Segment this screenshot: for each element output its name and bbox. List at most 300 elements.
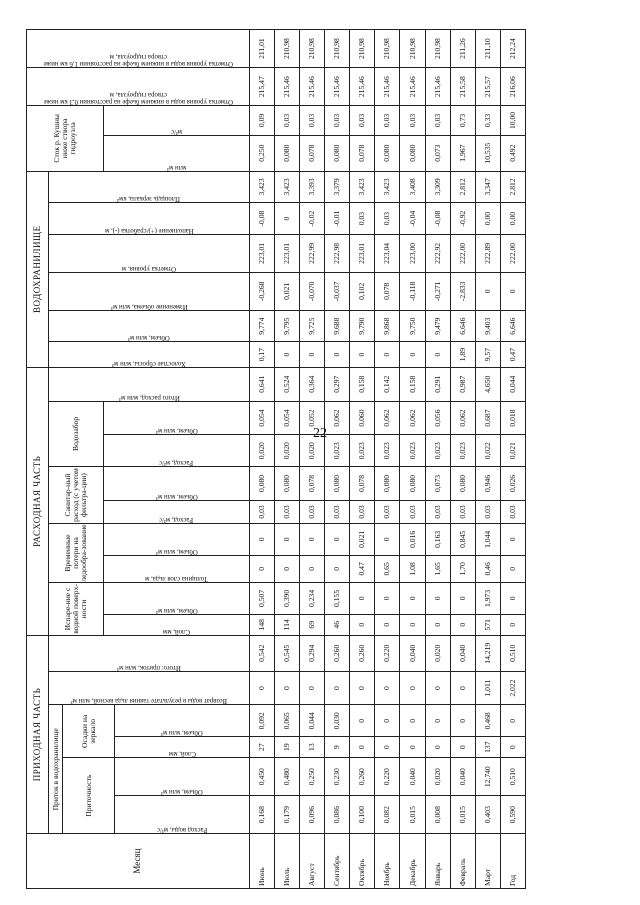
table-cell: 222,00 — [450, 234, 475, 272]
table-cell: 0,073 — [425, 135, 450, 171]
table-cell: 0 — [450, 583, 475, 615]
table-cell: 0 — [400, 671, 425, 705]
table-cell: 0 — [350, 705, 375, 737]
table-cell: 0,220 — [375, 758, 400, 796]
table-cell: 0,016 — [400, 524, 425, 556]
table-cell: 0,021 — [500, 435, 525, 467]
table-row — [300, 30, 325, 889]
level-header: Отметка уровня, м — [122, 264, 176, 272]
table-cell: 1,65 — [425, 555, 450, 582]
table-cell: 0,641 — [250, 367, 275, 401]
table-cell: 0 — [425, 583, 450, 615]
table-cell: 6,646 — [450, 310, 475, 342]
table-cell: 0,065 — [275, 705, 300, 737]
sanitary-volume-header: Объем, млн м³ — [155, 492, 198, 500]
table-cell: 0 — [275, 524, 300, 556]
table-cell: 215,46 — [375, 68, 400, 106]
table-cell: 210,98 — [425, 30, 450, 68]
table-cell: 3,347 — [475, 171, 500, 203]
table-cell: -0,01 — [325, 203, 350, 235]
table-cell: 0,040 — [400, 758, 425, 796]
month-cell: Сентябрь — [325, 834, 350, 889]
table-cell: 0 — [275, 342, 300, 367]
table-cell: 0,040 — [450, 635, 475, 671]
table-cell: 210,98 — [400, 30, 425, 68]
table-cell: 0,230 — [325, 758, 350, 796]
table-cell: 0,03 — [425, 106, 450, 136]
table-cell: 1,011 — [475, 671, 500, 705]
table-cell: 0,250 — [250, 135, 275, 171]
table-cell: 215,46 — [425, 68, 450, 106]
table-cell: 0,524 — [275, 367, 300, 401]
table-cell: 0,078 — [350, 467, 375, 501]
table-cell: -0,08 — [425, 203, 450, 235]
table-cell: 0,080 — [275, 135, 300, 171]
table-cell: 0,080 — [250, 467, 275, 501]
table-cell: -0,271 — [425, 272, 450, 310]
table-cell: 0 — [275, 671, 300, 705]
table-cell: 2,812 — [500, 171, 525, 203]
table-cell: 0 — [425, 705, 450, 737]
table-cell: 1,70 — [450, 555, 475, 582]
table-cell: 0,260 — [350, 758, 375, 796]
table-cell: 1,89 — [450, 342, 475, 367]
table-cell: 0,946 — [475, 467, 500, 501]
table-cell: 0 — [425, 614, 450, 635]
table-cell: 0 — [500, 705, 525, 737]
table-cell: 0,142 — [375, 367, 400, 401]
table-cell: 0,590 — [500, 796, 525, 834]
table-cell: 0,020 — [425, 758, 450, 796]
table-cell: 0,062 — [400, 401, 425, 435]
table-cell: 0 — [375, 583, 400, 615]
table-cell: 0 — [500, 555, 525, 582]
table-cell: 0,00 — [475, 203, 500, 235]
table-cell: 0,507 — [250, 583, 275, 615]
table-cell: 10,535 — [475, 135, 500, 171]
sanitary-header: Санитар-ный расход (с учетом фильтра-ции) — [49, 467, 104, 524]
table-cell: 13 — [300, 737, 325, 758]
evaporation-header: Испаре-ние с водной поверх-ности — [49, 583, 104, 636]
table-cell: 0 — [350, 671, 375, 705]
table-cell: 0,040 — [400, 635, 425, 671]
table-cell: 137 — [475, 737, 500, 758]
table-cell: 0,65 — [375, 555, 400, 582]
table-cell: 0,987 — [450, 367, 475, 401]
table-cell: 0,054 — [275, 401, 300, 435]
table-cell: 223,01 — [275, 234, 300, 272]
table-cell: 0,080 — [450, 467, 475, 501]
table-cell: 9,403 — [475, 310, 500, 342]
table-cell: 0 — [450, 705, 475, 737]
table-cell: 222,98 — [325, 234, 350, 272]
table-row — [425, 30, 450, 889]
table-cell: 222,92 — [425, 234, 450, 272]
total-inflow-header: Итого: приток, млн м³ — [117, 663, 181, 671]
table-cell: 0 — [375, 342, 400, 367]
table-cell: 3,423 — [250, 171, 275, 203]
table-cell: -0,037 — [325, 272, 350, 310]
table-cell: 0 — [375, 614, 400, 635]
table-cell: -2,833 — [450, 272, 475, 310]
table-cell: 0,023 — [425, 435, 450, 467]
table-cell: 0,03 — [450, 500, 475, 523]
table-cell: 69 — [300, 614, 325, 635]
table-cell: 0,03 — [500, 500, 525, 523]
table-row — [375, 30, 400, 889]
table-cell: 0,03 — [350, 106, 375, 136]
table-cell: 0 — [375, 705, 400, 737]
table-cell: 0,510 — [500, 758, 525, 796]
table-cell: 148 — [250, 614, 275, 635]
table-cell: 12,740 — [475, 758, 500, 796]
water-balance-table — [26, 29, 526, 889]
table-cell: 210,98 — [300, 30, 325, 68]
table-cell: 0,023 — [375, 435, 400, 467]
table-cell: 0 — [350, 342, 375, 367]
table-cell: 0,234 — [300, 583, 325, 615]
table-cell: 0,102 — [350, 272, 375, 310]
table-cell: 222,99 — [300, 234, 325, 272]
table-cell: 215,46 — [350, 68, 375, 106]
table-cell: 0 — [500, 583, 525, 615]
table-cell: 0 — [325, 342, 350, 367]
table-cell: 0,03 — [275, 500, 300, 523]
table-cell: 0,078 — [300, 467, 325, 501]
table-cell: -0,268 — [250, 272, 275, 310]
table-cell: 0 — [250, 671, 275, 705]
table-cell: 0,080 — [275, 467, 300, 501]
table-cell: 9,479 — [425, 310, 450, 342]
table-cell: 0,03 — [275, 106, 300, 136]
table-cell: 14,219 — [475, 635, 500, 671]
table-cell: 0,687 — [475, 401, 500, 435]
table-cell: 3,393 — [300, 171, 325, 203]
table-cell: 0 — [425, 737, 450, 758]
table-cell: 0,015 — [400, 796, 425, 834]
month-cell: Февраль — [450, 834, 475, 889]
table-cell: 3,423 — [375, 171, 400, 203]
runoff-flow-header: м³/с — [170, 127, 183, 135]
table-cell: 9,774 — [250, 310, 275, 342]
table-cell: 0,03 — [350, 500, 375, 523]
table-cell: 0,023 — [400, 435, 425, 467]
table-cell: 0 — [300, 671, 325, 705]
table-cell: 0,023 — [325, 435, 350, 467]
table-cell: 210,98 — [375, 30, 400, 68]
tail-level-16-header: Отметка уровня воды в нижнем бьефе на расстоянии 1,6 км ниже створа гидроузла, м — [43, 53, 233, 68]
volume-header: Объем, млн м³ — [128, 334, 170, 342]
table-cell: 0,023 — [450, 435, 475, 467]
table-cell: 0,082 — [375, 796, 400, 834]
table-cell: 0,054 — [250, 401, 275, 435]
table-cell: 0,03 — [375, 203, 400, 235]
table-cell: 10,00 — [500, 106, 525, 136]
table-cell: 0,044 — [500, 367, 525, 401]
table-cell: 0,390 — [275, 583, 300, 615]
month-cell: Октябрь — [350, 834, 375, 889]
table-cell: 0,023 — [350, 435, 375, 467]
table-cell: 0 — [300, 555, 325, 582]
table-cell: 0 — [425, 342, 450, 367]
table-cell: 0,100 — [350, 796, 375, 834]
table-cell: 215,57 — [475, 68, 500, 106]
table-cell: 0 — [400, 737, 425, 758]
table-cell: 0,492 — [500, 135, 525, 171]
table-cell: 0,450 — [250, 758, 275, 796]
table-cell: 210,98 — [350, 30, 375, 68]
table-cell: 0 — [325, 671, 350, 705]
table-cell: 9 — [325, 737, 350, 758]
table-rotated-container — [26, 29, 524, 889]
table-cell: 9,795 — [275, 310, 300, 342]
table-cell: 0,73 — [450, 106, 475, 136]
table-cell: 0,078 — [375, 272, 400, 310]
ice-return-header: Возврат воды в результате таяния льда весной, млн м³ — [70, 697, 228, 705]
table-cell: 0,179 — [275, 796, 300, 834]
table-cell: -0,92 — [450, 203, 475, 235]
table-cell: 0,00 — [500, 203, 525, 235]
table-cell: 0,080 — [400, 467, 425, 501]
table-cell: 27 — [250, 737, 275, 758]
table-cell: 4,650 — [475, 367, 500, 401]
table-cell: 3,423 — [275, 171, 300, 203]
table-cell: 3,379 — [325, 171, 350, 203]
table-cell: 0,096 — [300, 796, 325, 834]
table-cell: 0,015 — [450, 796, 475, 834]
table-cell: 0,220 — [375, 635, 400, 671]
table-cell: 0,47 — [500, 342, 525, 367]
table-cell: 0,403 — [475, 796, 500, 834]
table-cell: 223,00 — [400, 234, 425, 272]
table-cell: 0 — [500, 524, 525, 556]
table-row — [325, 30, 350, 889]
table-cell: 0,080 — [400, 135, 425, 171]
table-cell: 0,062 — [375, 401, 400, 435]
table-cell: 0,33 — [475, 106, 500, 136]
table-cell: 0,080 — [375, 135, 400, 171]
surface-area-header: Площадь зеркала, км² — [117, 195, 181, 203]
precip-layer-header: Слой, мм — [168, 750, 196, 758]
table-cell: 0 — [250, 524, 275, 556]
table-row — [350, 30, 375, 889]
table-cell: 0,044 — [300, 705, 325, 737]
table-cell: 9,750 — [400, 310, 425, 342]
table-cell: 0 — [300, 524, 325, 556]
table-cell: 0 — [375, 671, 400, 705]
table-cell: 216,06 — [500, 68, 525, 106]
table-cell: 0 — [275, 203, 300, 235]
ice-thickness-header: Толщина слоя льда, м — [145, 575, 208, 583]
table-cell: 0,03 — [400, 500, 425, 523]
table-cell: 0,542 — [250, 635, 275, 671]
table-cell: 0,020 — [300, 435, 325, 467]
table-cell: 0 — [350, 737, 375, 758]
table-cell: 0,060 — [350, 401, 375, 435]
table-cell: 0,294 — [300, 635, 325, 671]
table-cell: 223,01 — [250, 234, 275, 272]
table-cell: 0,030 — [325, 705, 350, 737]
table-cell: 9,790 — [350, 310, 375, 342]
table-cell: 9,725 — [300, 310, 325, 342]
table-cell: 0,163 — [425, 524, 450, 556]
table-row — [250, 30, 275, 889]
table-cell: 0,03 — [300, 500, 325, 523]
table-cell: 0 — [250, 555, 275, 582]
table-cell: 0,021 — [275, 272, 300, 310]
table-cell: 0 — [325, 524, 350, 556]
table-cell: 0 — [375, 524, 400, 556]
inflow-flow-header: Расход воды, м³/с — [156, 826, 208, 834]
inflow-subheader: Приточность — [63, 758, 115, 834]
table-body — [250, 30, 526, 889]
table-cell: 0,168 — [250, 796, 275, 834]
expense-group-header: РАСХОДНАЯ ЧАСТЬ — [27, 367, 49, 635]
table-cell: 0 — [275, 555, 300, 582]
month-cell: Август — [300, 834, 325, 889]
table-cell: 0,297 — [325, 367, 350, 401]
table-cell: 0,062 — [450, 401, 475, 435]
table-cell: -0,118 — [400, 272, 425, 310]
table-cell: 0 — [400, 583, 425, 615]
table-cell: 0 — [500, 737, 525, 758]
table-cell: 0,03 — [425, 500, 450, 523]
table-cell: 223,04 — [375, 234, 400, 272]
table-cell: 215,46 — [400, 68, 425, 106]
table-cell: 0 — [475, 272, 500, 310]
table-cell: 0,03 — [250, 500, 275, 523]
table-cell: 0 — [450, 614, 475, 635]
income-group-header: ПРИХОДНАЯ ЧАСТЬ — [27, 635, 49, 833]
table-cell: 1,08 — [400, 555, 425, 582]
table-cell: 3,309 — [425, 171, 450, 203]
table-cell: 571 — [475, 614, 500, 635]
runoff-group-header: Сток р. Кушны ниже створа гидроузла — [27, 106, 104, 171]
month-cell: Декабрь — [400, 834, 425, 889]
table-cell: 215,46 — [325, 68, 350, 106]
table-cell: 0,158 — [400, 367, 425, 401]
table-cell: 0,092 — [250, 705, 275, 737]
evap-layer-header: Слой, мм — [163, 627, 190, 635]
table-cell: 0,056 — [425, 401, 450, 435]
table-cell: -0,04 — [400, 203, 425, 235]
table-cell: 215,46 — [300, 68, 325, 106]
table-cell: 0 — [400, 614, 425, 635]
table-cell: 0,250 — [300, 758, 325, 796]
table-cell: -0,08 — [250, 203, 275, 235]
table-cell: 1,044 — [475, 524, 500, 556]
table-cell: 0,03 — [400, 106, 425, 136]
table-cell: 3,423 — [350, 171, 375, 203]
month-cell: Январь — [425, 834, 450, 889]
table-cell: 0,022 — [475, 435, 500, 467]
table-cell: -0,070 — [300, 272, 325, 310]
table-cell: 222,89 — [475, 234, 500, 272]
table-cell: 211,10 — [475, 30, 500, 68]
table-cell: 215,58 — [450, 68, 475, 106]
table-cell: 0,545 — [275, 635, 300, 671]
table-cell: 0,020 — [250, 435, 275, 467]
table-cell: 0,052 — [300, 401, 325, 435]
table-cell: 0,020 — [425, 635, 450, 671]
month-cell: Июль — [275, 834, 300, 889]
table-cell: 6,646 — [500, 310, 525, 342]
table-cell: 0,03 — [375, 106, 400, 136]
intake-flow-header: Расход, м³/с — [159, 459, 194, 467]
table-cell: 114 — [275, 614, 300, 635]
table-cell: 0,080 — [325, 467, 350, 501]
table-cell: 0,09 — [250, 106, 275, 136]
table-cell: 0,47 — [350, 555, 375, 582]
month-cell: Март — [475, 834, 500, 889]
table-cell: 0,03 — [475, 500, 500, 523]
ice-volume-header: Объем, млн м³ — [155, 547, 198, 555]
table-cell: 0 — [375, 737, 400, 758]
table-cell: 1,973 — [475, 583, 500, 615]
table-cell: 0,020 — [275, 435, 300, 467]
runoff-volume-header: млн м³ — [166, 163, 187, 171]
table-cell: 0,155 — [325, 583, 350, 615]
evap-volume-header: Объем, млн м³ — [155, 606, 198, 614]
table-cell: 0,480 — [275, 758, 300, 796]
table-cell: 9,688 — [325, 310, 350, 342]
table-cell: 0,845 — [450, 524, 475, 556]
table-cell: 0 — [300, 342, 325, 367]
table-cell: 0,080 — [375, 467, 400, 501]
table-cell: 0,080 — [325, 135, 350, 171]
table-cell: 0,03 — [375, 500, 400, 523]
table-cell: 0,008 — [425, 796, 450, 834]
table-cell: 0 — [425, 671, 450, 705]
table-cell: 46 — [325, 614, 350, 635]
precip-volume-header: Объем, млн м³ — [161, 729, 203, 737]
table-cell: 0,026 — [500, 467, 525, 501]
table-cell: 0,073 — [425, 467, 450, 501]
table-cell: 0,040 — [450, 758, 475, 796]
table-cell: 211,26 — [450, 30, 475, 68]
month-header: Месяц — [27, 834, 250, 889]
table-cell: 0,03 — [300, 106, 325, 136]
idle-discharge-header: Холостые сбросы, млн м³ — [112, 359, 186, 367]
tail-level-03-header: Отметка уровня воды в нижнем бьефе на расстоянии 0,3 км ниже створа гидроузла, м — [43, 91, 233, 106]
table-cell: 0 — [350, 583, 375, 615]
sanitary-flow-header: Расход, м³/с — [159, 516, 194, 524]
table-cell: 0 — [400, 342, 425, 367]
table-cell: 211,01 — [250, 30, 275, 68]
table-cell: 0 — [500, 272, 525, 310]
table-cell: 0 — [350, 614, 375, 635]
table-row — [400, 30, 425, 889]
table-cell: 215,47 — [250, 68, 275, 106]
page-number: 22 — [313, 426, 327, 441]
table-cell: 0,291 — [425, 367, 450, 401]
reservoir-inflow-header: Приток в водохранилище — [49, 705, 63, 834]
table-row — [500, 30, 525, 889]
table-cell: 0 — [450, 737, 475, 758]
table-row — [475, 30, 500, 889]
table-cell: 9,57 — [475, 342, 500, 367]
table-cell: 0,078 — [350, 135, 375, 171]
table-cell: 0,510 — [500, 635, 525, 671]
table-cell: 1,967 — [450, 135, 475, 171]
table-cell: 212,24 — [500, 30, 525, 68]
table-cell: 0,158 — [350, 367, 375, 401]
month-cell: Ноябрь — [375, 834, 400, 889]
reservoir-group-header: ВОДОХРАНИЛИЩЕ — [27, 171, 49, 367]
table-cell: 0,062 — [325, 401, 350, 435]
intake-header: Водозабор — [49, 401, 104, 466]
table-row — [450, 30, 475, 889]
